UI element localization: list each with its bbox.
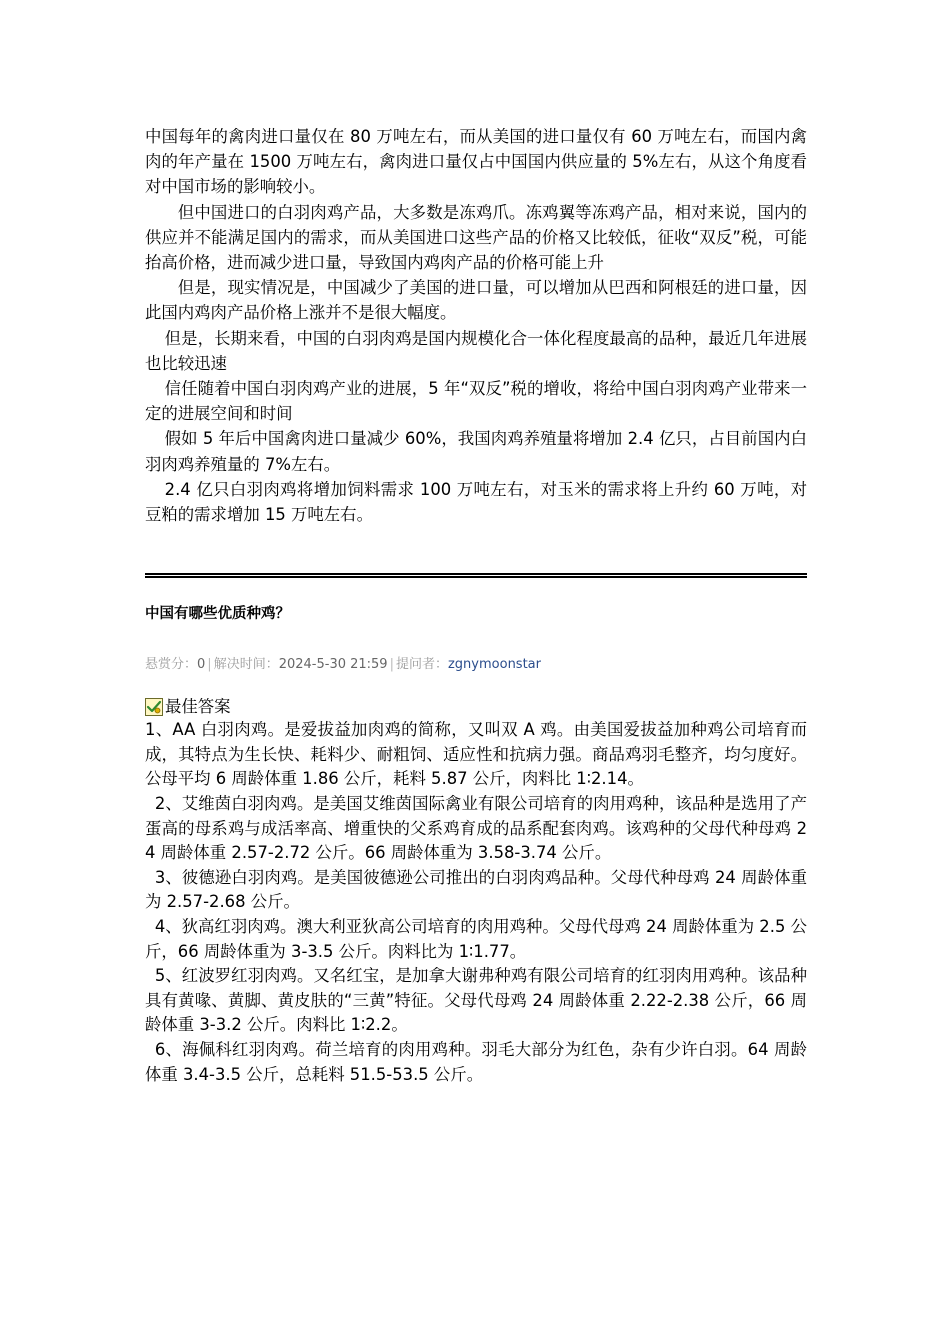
article-paragraph: 2.4 亿只白羽肉鸡将增加饲料需求 100 万吨左右，对玉米的需求将上升约 60 万吨，对豆粕的需求增加 15 万吨左右。 — [145, 479, 807, 525]
answer-item: 1、AA 白羽肉鸡。是爱拔益加肉鸡的简称，又叫双 A 鸡。由美国爱拔益加种鸡公司培育而成，其特点为生长快、耗料少、耐粗饲、适应性和抗病力强。商品鸡羽毛整齐，均匀度好。公母平均 6 周龄体重 1.86 公斤，耗料 5.87 公斤，肉料比 1∶2.14。 — [145, 720, 807, 789]
answer-item: 5、红波罗红羽肉鸡。又名红宝，是加拿大谢弗种鸡有限公司培育的红羽肉用鸡种。该品种具有黄喙、黄脚、黄皮肤的“三黄”特征。父母代母鸡 24 周龄体重 2.22-2.38 公斤，66 周龄体重 3-3.2 公斤。肉料比 1∶2.2。 — [145, 966, 807, 1035]
best-answer-label: 最佳答案 — [165, 697, 231, 717]
time-value: 2024-5-30 21:59 — [278, 657, 388, 673]
answer-item: 4、狄高红羽肉鸡。澳大利亚狄高公司培育的肉用鸡种。父母代母鸡 24 周龄体重为 2.5 公斤，66 周龄体重为 3-3.5 公斤。肉料比为 1∶1.77。 — [145, 917, 807, 961]
article-paragraph: 但是，现实情况是，中国减少了美国的进口量，可以增加从巴西和阿根廷的进口量，因此国内鸡肉产品价格上涨并不是很大幅度。 — [145, 278, 807, 323]
article-paragraph: 信任随着中国白羽肉鸡产业的进展，5 年“双反”税的增收，将给中国白羽肉鸡产业带来一定的进展空间和时间 — [145, 379, 807, 424]
question-title[interactable]: 中国有哪些优质种鸡？ — [145, 606, 290, 623]
article-paragraph: 假如 5 年后中国禽肉进口量减少 60%，我国肉鸡养殖量将增加 2.4 亿只，占目前国内白羽肉鸡养殖量的 7%左右。 — [145, 429, 807, 474]
asker-link[interactable]: zgnymoonstar — [447, 657, 541, 673]
asker-label: 提问者： — [395, 657, 448, 673]
answer-item: 3、彼德逊白羽肉鸡。是美国彼德逊公司推出的白羽肉鸡品种。父母代种母鸡 24 周龄体重为 2.57-2.68 公斤。 — [145, 867, 807, 912]
meta-separator: | — [207, 657, 212, 673]
document-page — [145, 124, 807, 1087]
reward-label: 悬赏分： — [145, 657, 198, 673]
time-label: 解决时间： — [213, 657, 279, 673]
best-answer-body — [145, 718, 807, 1087]
meta-separator: | — [389, 657, 394, 673]
article-body — [145, 124, 807, 527]
question-meta — [145, 656, 807, 674]
best-answer-header — [145, 696, 807, 718]
section-divider — [145, 573, 807, 578]
best-answer-icon — [145, 698, 163, 716]
article-paragraph: 中国每年的禽肉进口量仅在 80 万吨左右，而从美国的进口量仅有 60 万吨左右，而国内禽肉的年产量在 1500 万吨左右，禽肉进口量仅占中国国内供应量的 5%左右，从这个角度看对中国市场的影响较小。 — [145, 127, 807, 197]
answer-item: 6、海佩科红羽肉鸡。荷兰培育的肉用鸡种。羽毛大部分为红色，杂有少许白羽。64 周龄体重 3.4-3.5 公斤，总耗料 51.5-53.5 公斤。 — [145, 1039, 807, 1084]
article-paragraph: 但是，长期来看，中国的白羽肉鸡是国内规模化合一体化程度最高的品种，最近几年进展也比较迅速 — [145, 328, 807, 373]
article-paragraph: 但中国进口的白羽肉鸡产品，大多数是冻鸡爪。冻鸡翼等冻鸡产品，相对来说，国内的供应并不能满足国内的需求，而从美国进口这些产品的价格又比较低，征收“双反”税，可能抬高价格，进而减少进口量，导致国内鸡肉产品的价格可能上升 — [145, 202, 807, 273]
reward-value: 0 — [197, 657, 206, 673]
answer-item: 2、艾维茵白羽肉鸡。是美国艾维茵国际禽业有限公司培育的肉用鸡种，该品种是选用了产蛋高的母系鸡与成活率高、增重快的父系鸡育成的品系配套肉鸡。该鸡种的父母代种母鸡 24 周龄体重 2.57-2.72 公斤。66 周龄体重为 3.58-3.74 公斤。 — [145, 794, 807, 863]
